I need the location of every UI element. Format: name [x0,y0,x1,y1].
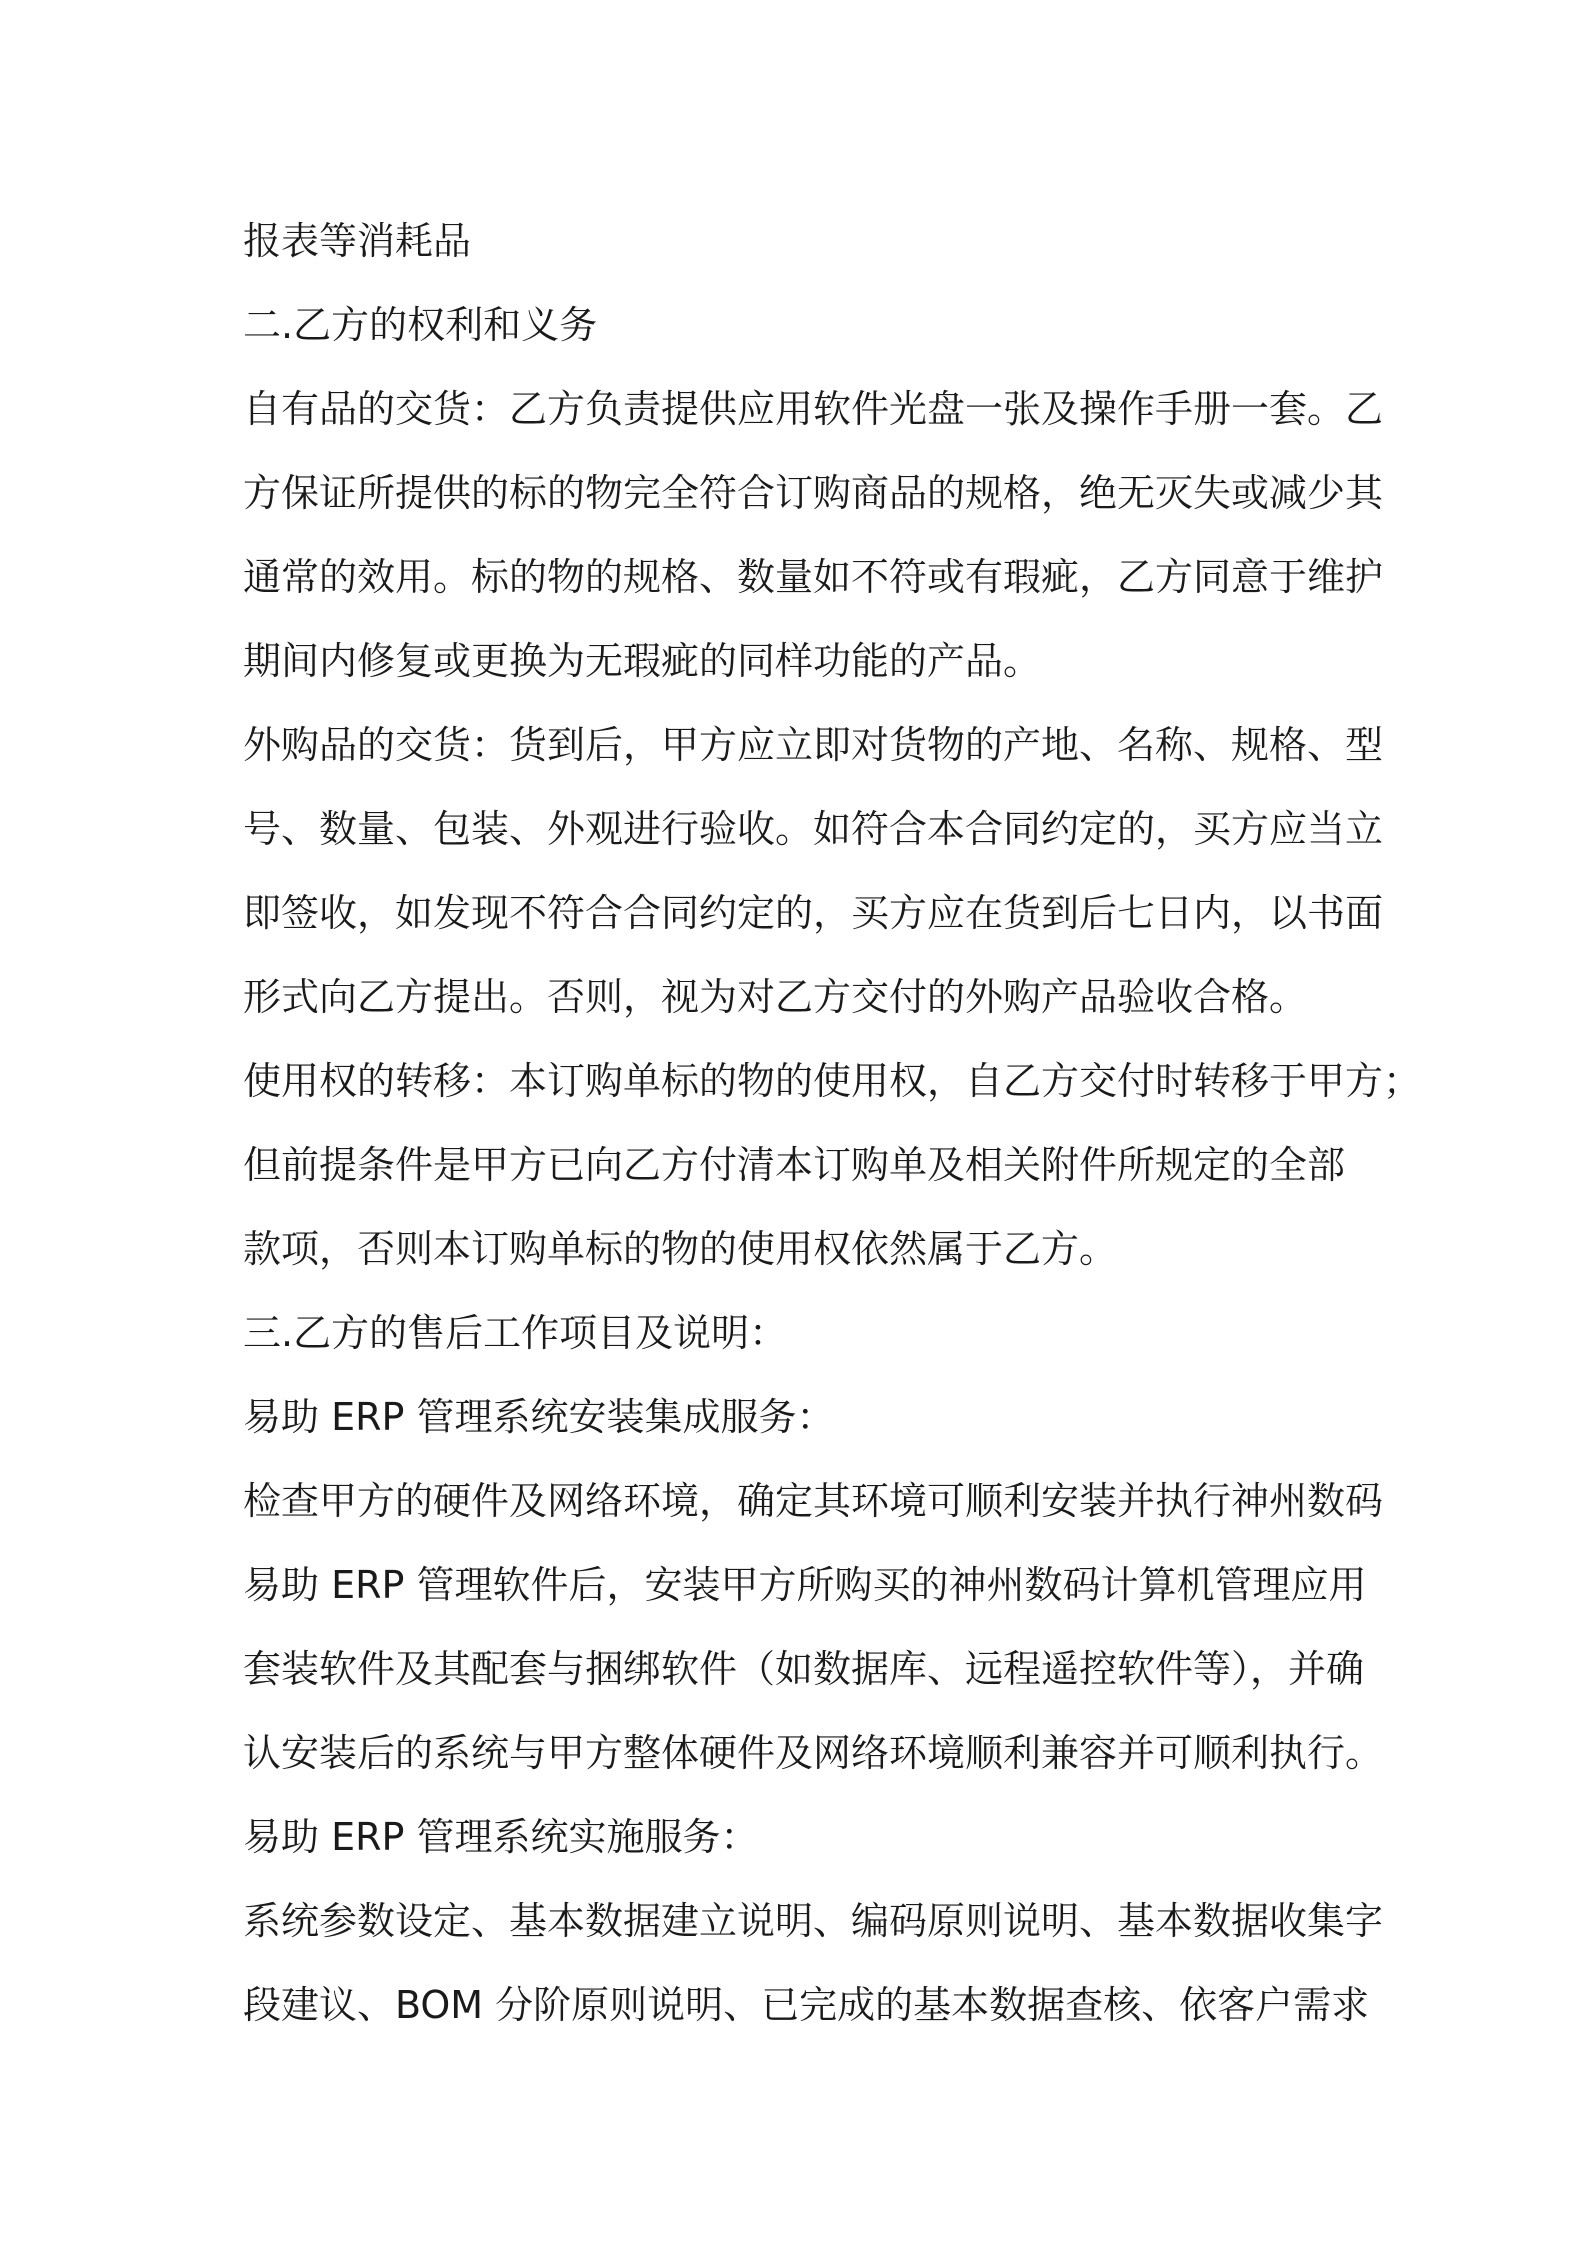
text-line: 但前提条件是甲方已向乙方付清本订购单及相关附件所规定的全部 [243,1143,1346,1187]
document-body [243,199,1422,2047]
text-line: 易助 ERP 管理软件后，安装甲方所购买的神州数码计算机管理应用 [243,1563,1367,1607]
text-line: 方保证所提供的标的物完全符合订购商品的规格，绝无灭失或减少其 [243,471,1384,515]
text-line: 认安装后的系统与甲方整体硬件及网络环境顺利兼容并可顺利执行。 [243,1731,1384,1775]
text-line: 即签收，如发现不符合合同约定的，买方应在货到后七日内，以书面 [243,891,1384,935]
text-line: 套装软件及其配套与捆绑软件（如数据库、远程遥控软件等），并确 [243,1647,1365,1691]
section-heading: 三.乙方的售后工作项目及说明： [243,1311,788,1355]
text-line: 期间内修复或更换为无瑕疵的同样功能的产品。 [243,639,1042,683]
text-line: 外购品的交货：货到后，甲方应立即对货物的产地、名称、规格、型 [243,723,1384,767]
text-line: 报表等消耗品 [243,219,472,263]
section-heading: 二.乙方的权利和义务 [243,303,598,347]
subsection-heading: 易助 ERP 管理系统实施服务： [243,1815,759,1859]
text-line: 段建议、BOM 分阶原则说明、已完成的基本数据查核、依客户需求 [243,1983,1370,2027]
subsection-heading: 易助 ERP 管理系统安装集成服务： [243,1395,835,1439]
text-line: 通常的效用。标的物的规格、数量如不符或有瑕疵，乙方同意于维护 [243,555,1384,599]
text-line: 自有品的交货：乙方负责提供应用软件光盘一张及操作手册一套。乙 [243,387,1384,431]
text-line: 使用权的转移：本订购单标的物的使用权，自乙方交付时转移于甲方； [243,1059,1422,1103]
text-line: 号、数量、包装、外观进行验收。如符合本合同约定的，买方应当立 [243,807,1384,851]
text-line: 检查甲方的硬件及网络环境，确定其环境可顺利安装并执行神州数码 [243,1479,1384,1523]
text-line: 形式向乙方提出。否则，视为对乙方交付的外购产品验收合格。 [243,975,1308,1019]
text-line: 款项，否则本订购单标的物的使用权依然属于乙方。 [243,1227,1118,1271]
text-line: 系统参数设定、基本数据建立说明、编码原则说明、基本数据收集字 [243,1899,1384,1943]
